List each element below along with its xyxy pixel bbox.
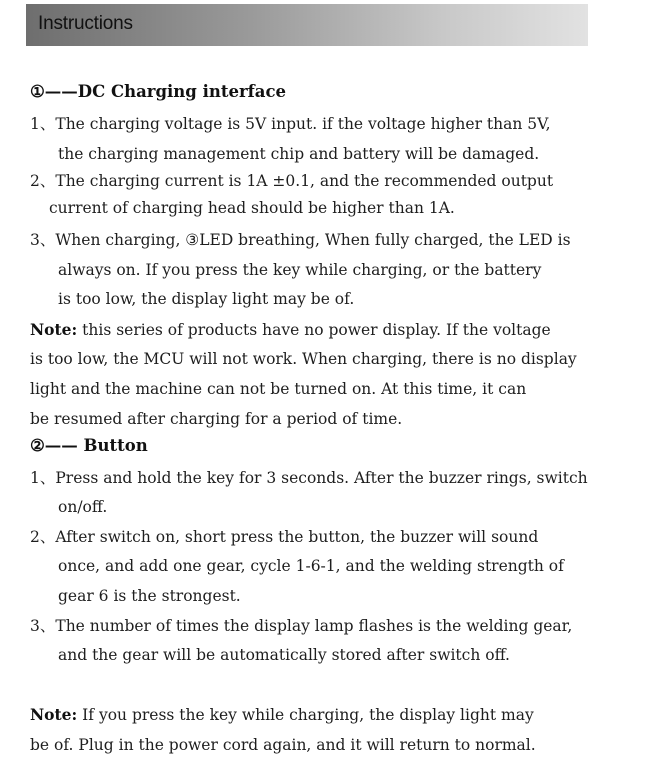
section-heading-button: ②—— Button [30, 436, 148, 455]
charging-note-line-4: be resumed after charging for a period of time. [30, 410, 403, 428]
note-text: If you press the key while charging, the display light may [77, 706, 534, 724]
button-item-2-line-3: gear 6 is the strongest. [58, 587, 241, 605]
charging-note-line-3: light and the machine can not be turned on. At this time, it can [30, 380, 527, 398]
button-item-1-line-2: on/off. [58, 498, 108, 516]
section-heading-dc-charging: ①——DC Charging interface [30, 82, 286, 101]
note-text: this series of products have no power display. If the voltage [77, 321, 551, 339]
button-note-line-1 [30, 705, 534, 725]
charging-item-1-line-2: the charging management chip and battery will be damaged. [58, 145, 540, 163]
charging-item-2-line-1: 2、The charging current is 1A ±0.1, and the recommended output [30, 172, 554, 190]
charging-item-2-line-2: current of charging head should be higher than 1A. [49, 199, 455, 217]
header-bar [26, 4, 588, 46]
page-title: Instructions [38, 13, 133, 34]
button-item-2-line-2: once, and add one gear, cycle 1-6-1, and the welding strength of [58, 557, 564, 575]
button-item-1-line-1: 1、Press and hold the key for 3 seconds. After the buzzer rings, switch [30, 469, 588, 487]
charging-note-line-2: is too low, the MCU will not work. When charging, there is no display [30, 350, 577, 368]
button-note-line-2: be of. Plug in the power cord again, and it will return to normal. [30, 736, 536, 754]
charging-item-3-line-1: 3、When charging, ③LED breathing, When fully charged, the LED is [30, 231, 571, 249]
charging-note-line-1 [30, 320, 551, 340]
charging-item-3-line-3: is too low, the display light may be of. [58, 290, 355, 308]
button-item-3-line-1: 3、The number of times the display lamp flashes is the welding gear, [30, 617, 573, 635]
charging-item-1-line-1: 1、The charging voltage is 5V input. if the voltage higher than 5V, [30, 115, 551, 133]
note-label: Note: [30, 320, 78, 339]
button-item-2-line-1: 2、After switch on, short press the button, the buzzer will sound [30, 528, 539, 546]
button-item-3-line-2: and the gear will be automatically stored after switch off. [58, 646, 510, 664]
charging-item-3-line-2: always on. If you press the key while charging, or the battery [58, 261, 542, 279]
note-label: Note: [30, 705, 78, 724]
